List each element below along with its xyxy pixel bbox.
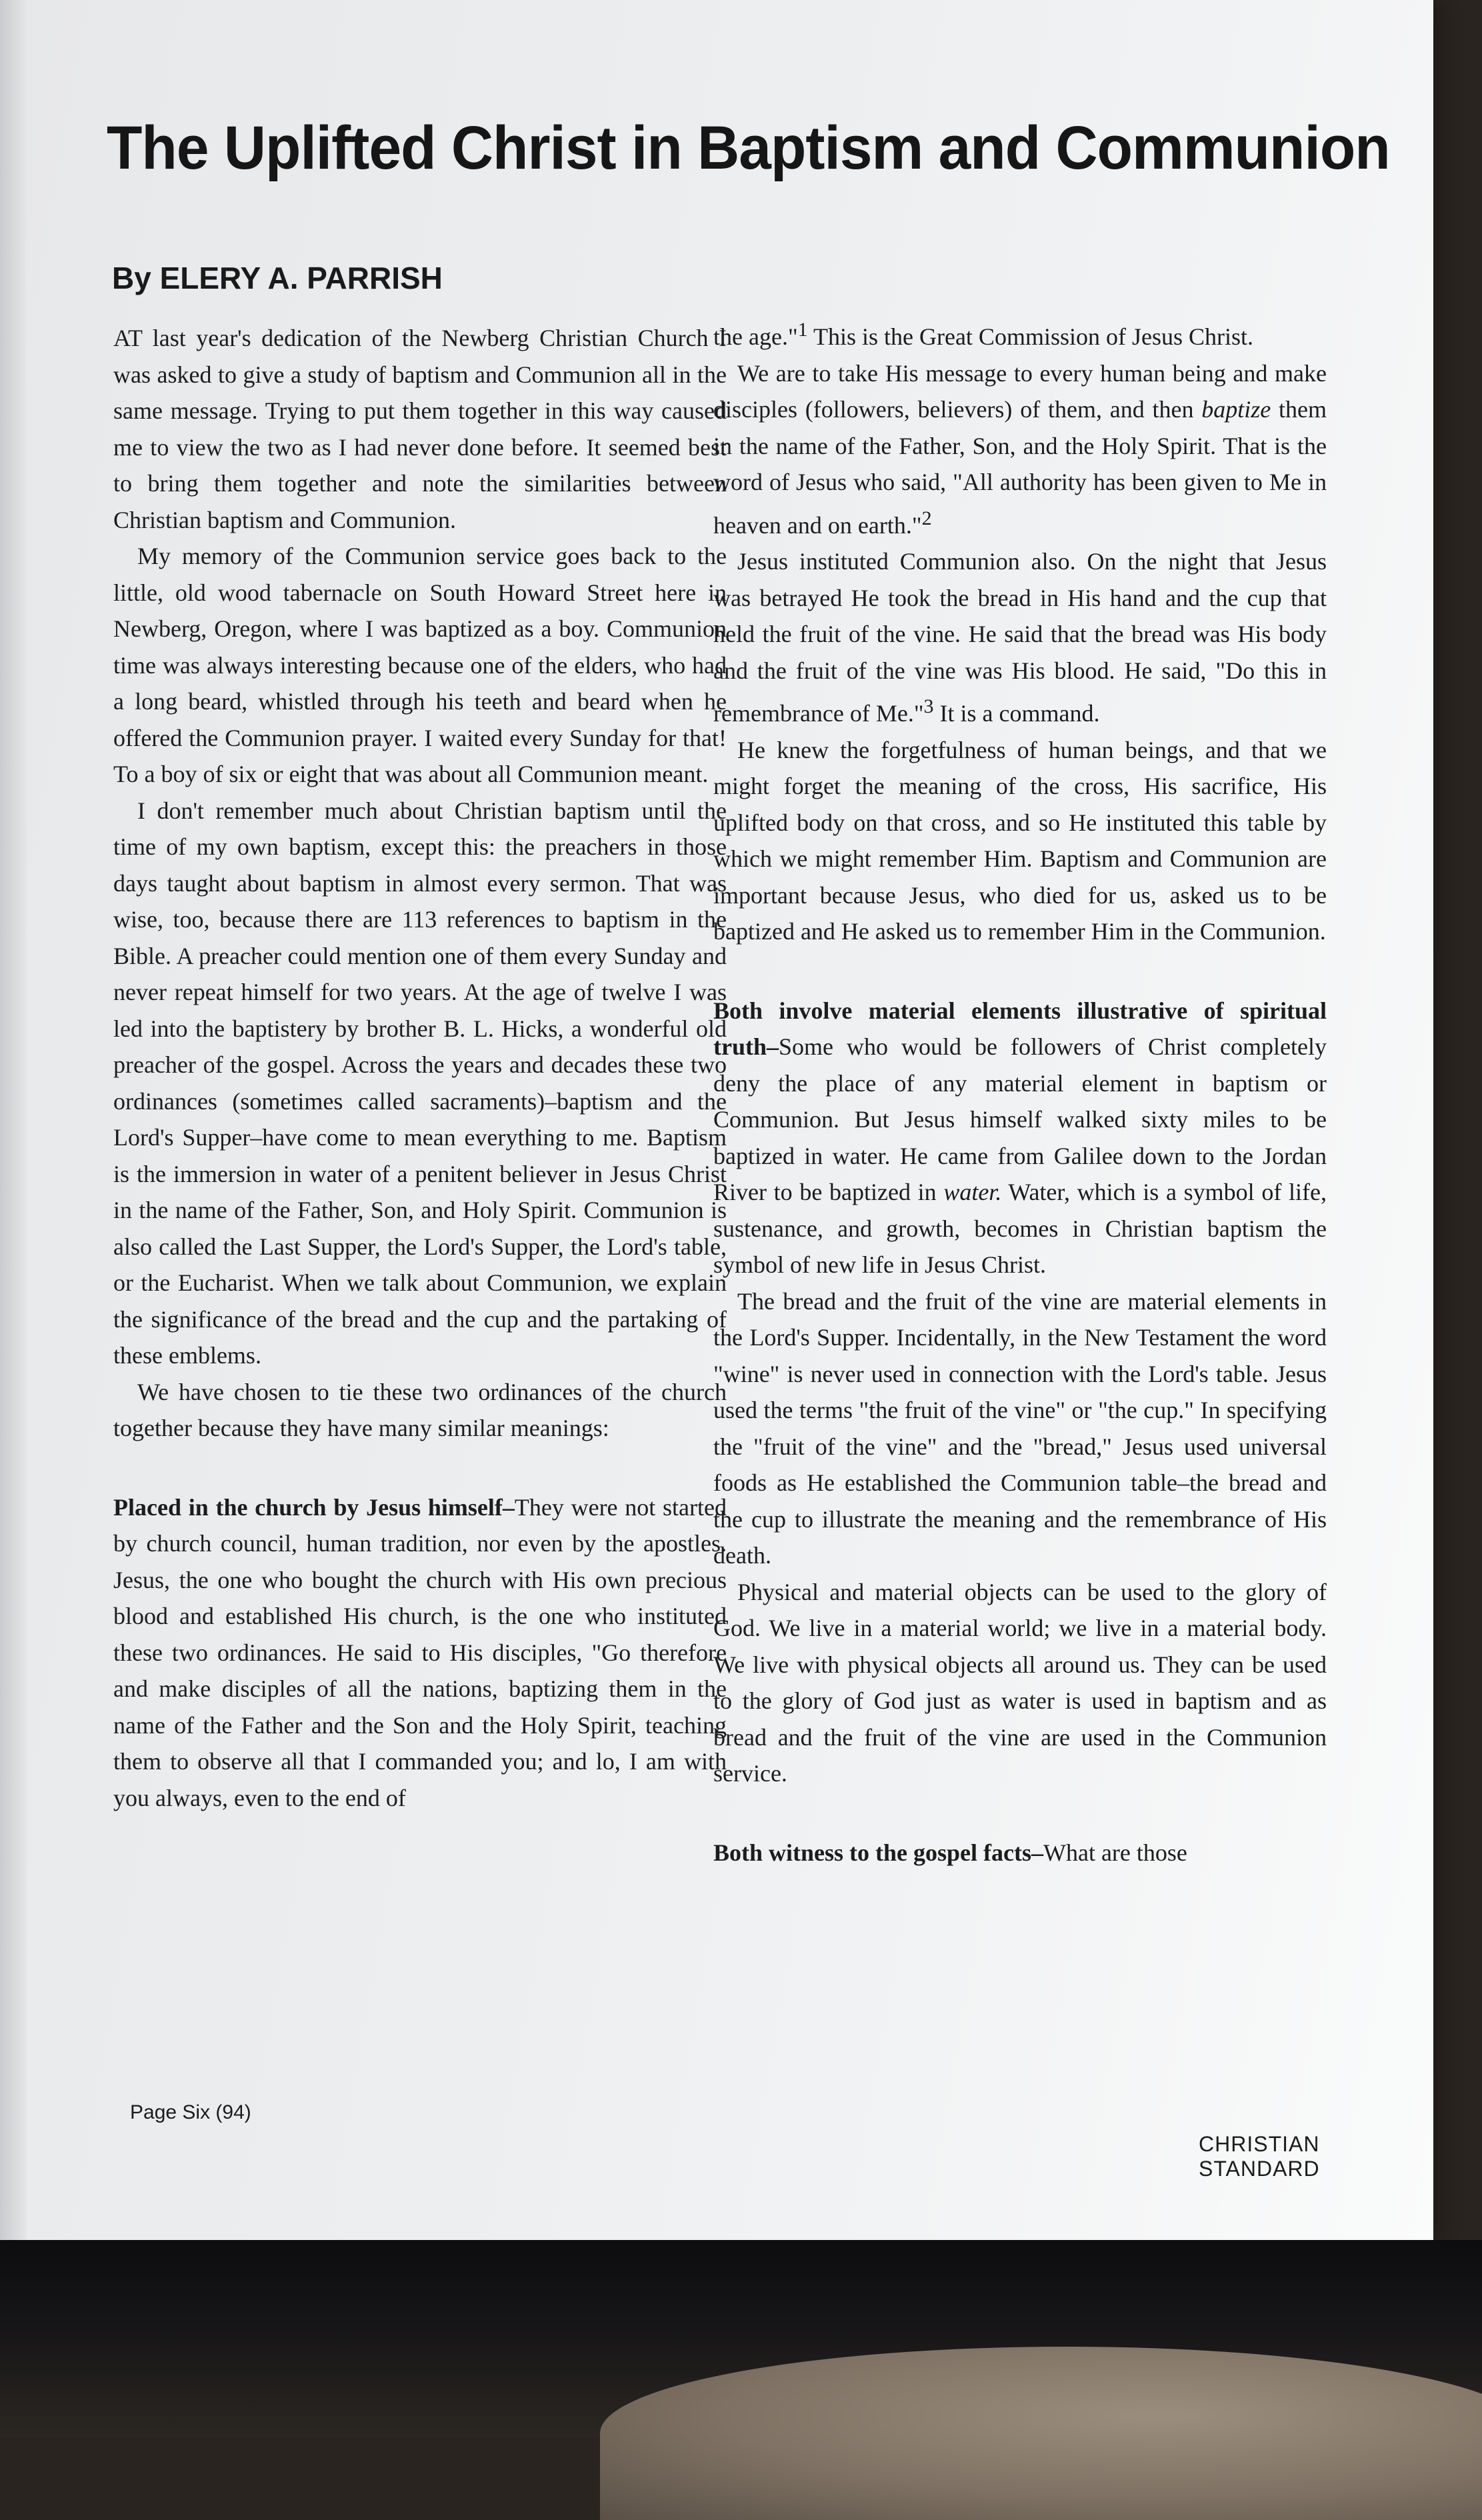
section-heading: Both witness to the gospel facts– — [713, 1839, 1043, 1866]
text-run: the age." — [713, 323, 798, 350]
text-run: It is a command. — [933, 700, 1100, 727]
text-run: them in the name of the Father, Son, and the Holy Spirit. That is the word of Jesus who said, "All authority has been given to Me in heaven and on earth." — [713, 396, 1327, 539]
text-run: Jesus instituted Communion also. On the night that Jesus was betrayed He took the bread in His hand and the cup that held the fruit of the vine. He said that the bread was His body and the fruit of the vine was His blood. He said, "Do this in remembrance of Me." — [713, 548, 1327, 727]
text-run: Some who would be followers of Christ completely deny the place of any material element in baptism or Communion. But Jesus himself walked sixty miles to be baptized in water. He came from Galilee down to the Jordan River to be baptized in — [713, 1033, 1327, 1205]
footnote-mark: 1 — [797, 319, 808, 341]
right-column — [713, 312, 1327, 1871]
section-heading: Placed in the church by Jesus himself– — [113, 1493, 515, 1521]
text-run: Water, which is a symbol of life, sustenance, and growth, becomes in Christian baptism the symbol of new life in Jesus Christ. — [713, 1179, 1327, 1278]
page-spine-shadow — [0, 0, 27, 2240]
carpet-background — [600, 2347, 1482, 2520]
footnote-mark: 3 — [923, 695, 934, 717]
paragraph: AT last year's dedication of the Newberg Christian Church I was asked to give a study of baptism and Communion all in the same message. Trying to put them together in this way caused me to view the two as I had never done before. It seemed best to bring them together and note the similarities between Christian baptism and Communion. — [113, 325, 727, 533]
paragraph — [713, 543, 1327, 732]
paragraph: I don't remember much about Christian baptism until the time of my own baptism, except this: the preachers in those days taught about baptism in almost every sermon. That was wise, too, because there are 113 references to baptism in the Bible. A preacher could mention one of them every Sunday and never repeat himself for two years. At the age of twelve I was led into the baptistery by brother B. L. Hicks, a wonderful old preacher of the gospel. Across the years and decades these two ordinances (sometimes called sacraments)–baptism and the Lord's Supper–have come to mean everything to me. Baptism is the immersion in water of a penitent believer in Jesus Christ in the name of the Father, Son, and Holy Spirit. Communion is also called the Last Supper, the Lord's Supper, the Lord's table, or the Eucharist. When we talk about Communion, we explain the significance of the bread and the cup and the partaking of these emblems. — [113, 797, 727, 1369]
paragraph — [713, 355, 1327, 544]
article-title: The Uplifted Christ in Baptism and Communion — [107, 114, 1390, 182]
article-byline: By ELERY A. PARRISH — [112, 261, 443, 295]
section-paragraph — [713, 993, 1327, 1283]
italic-word: baptize — [1201, 396, 1271, 423]
text-run: We are to take His message to every human being and make disciples (followers, believers) of them, and then — [713, 359, 1327, 423]
italic-word: water. — [943, 1179, 1002, 1205]
paragraph — [713, 312, 1327, 355]
magazine-name: CHRISTIAN STANDARD — [1199, 2132, 1320, 2181]
paragraph: Physical and material objects can be used to the glory of God. We live in a material world; we live in a material body. We live with physical objects all around us. They can be used to the glory of God just as water is used in baptism and as bread and the fruit of the vine are used in the Communion service. — [713, 1578, 1327, 1787]
section-heading: Both involve material elements illustrative of spiritual truth– — [713, 997, 1327, 1060]
text-run: This is the Great Commission of Jesus Christ. — [807, 323, 1253, 350]
text-run: What are those — [1043, 1839, 1187, 1866]
paragraph: The bread and the fruit of the vine are material elements in the Lord's Supper. Incidentally, in the New Testament the word "wine" is never used in connection with the Lord's table. Jesus used the terms "the fruit of the vine" or "the cup." In specifying the "fruit of the vine" and the "bread," Jesus used universal foods as He established the Communion table–the bread and the cup to illustrate the meaning and the remembrance of His death. — [713, 1287, 1327, 1569]
paragraph: We have chosen to tie these two ordinances of the church together because they have many similar meanings: — [113, 1378, 727, 1441]
page-number: Page Six (94) — [130, 2101, 251, 2123]
section-paragraph — [713, 1835, 1327, 1871]
section-text: They were not started by church council, human tradition, nor even by the apostles. Jesus, the one who bought the church with His own precious blood and established His church, is the one who instituted these two ordinances. He said to His disciples, "Go therefore and make disciples of all the nations, baptizing them in the name of the Father and the Son and the Holy Spirit, teaching them to observe all that I commanded you; and lo, I am with you always, even to the end of — [113, 1493, 727, 1811]
footnote-mark: 2 — [921, 507, 932, 529]
section-paragraph — [113, 1489, 727, 1817]
left-column — [113, 320, 727, 1816]
paragraph: My memory of the Communion service goes back to the little, old wood tabernacle on South Howard Street here in Newberg, Oregon, where I was baptized as a boy. Communion time was always interesting because one of the elders, who had a long beard, whistled through his teeth and beard when he offered the Communion prayer. I waited every Sunday for that! To a boy of six or eight that was about all Communion meant. — [113, 543, 727, 787]
paragraph: He knew the forgetfulness of human beings, and that we might forget the meaning of the cross, His sacrifice, His uplifted body on that cross, and so He instituted this table by which we might remember Him. Baptism and Communion are important because Jesus, who died for us, asked us to be baptized and He asked us to remember Him in the Communion. — [713, 736, 1327, 945]
